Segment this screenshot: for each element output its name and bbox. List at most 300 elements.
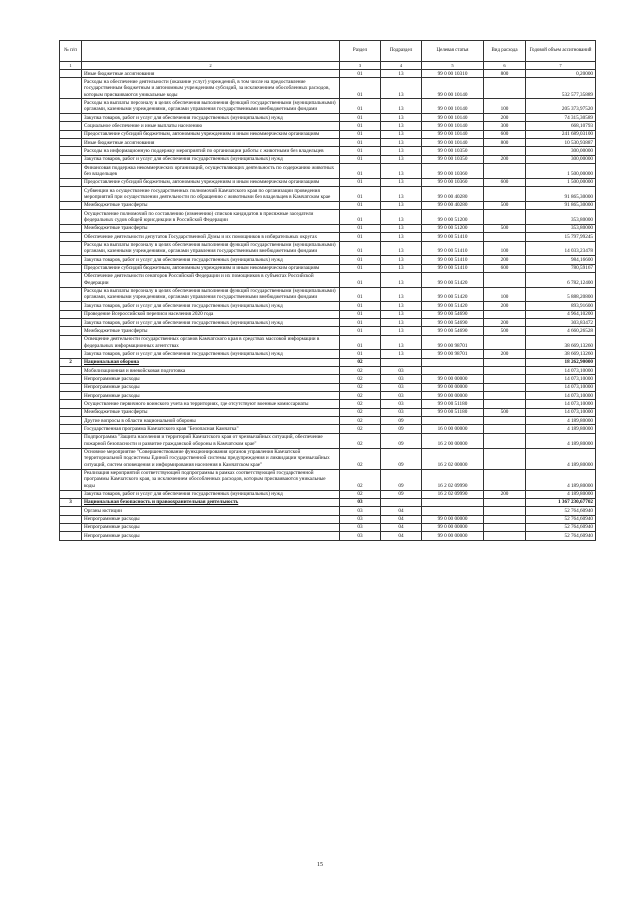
- row-name: Непрограммные расходы: [82, 523, 340, 531]
- row-expense-type: 200: [484, 114, 526, 122]
- row-amount: 74 315,30589: [526, 114, 596, 122]
- row-expense-type: [484, 164, 526, 179]
- table-row: [60, 319, 596, 327]
- row-amount: 241 689,03100: [526, 130, 596, 138]
- row-name: Субвенции на осуществление государственных полномочий Камчатского края по организации проведения мероприятий при осуществлении деятельности по обращению с животными без владельцев в Камчатском крае: [82, 187, 340, 202]
- row-razdel: 01: [340, 147, 381, 155]
- row-number: [60, 256, 82, 264]
- row-name: Национальная оборона: [82, 358, 340, 366]
- row-razdel: 02: [340, 400, 381, 408]
- row-expense-type: 200: [484, 256, 526, 264]
- row-expense-type: 500: [484, 201, 526, 209]
- row-podrazdel: 13: [381, 233, 422, 241]
- row-target-article: 16 0 00 00000: [422, 425, 484, 433]
- row-amount: 52 764,60940: [526, 532, 596, 540]
- row-number: [60, 233, 82, 241]
- row-expense-type: [484, 147, 526, 155]
- row-expense-type: [484, 400, 526, 408]
- row-target-article: 99 0 00 10360: [422, 178, 484, 186]
- table-row: [60, 241, 596, 256]
- table-row: [60, 233, 596, 241]
- row-target-article: 99 0 00 10350: [422, 155, 484, 163]
- row-expense-type: 800: [484, 139, 526, 147]
- row-name: Другие вопросы в области национальной обороны: [82, 417, 340, 425]
- table-row: [60, 178, 596, 186]
- row-number: [60, 241, 82, 256]
- row-number: [60, 350, 82, 358]
- row-expense-type: 200: [484, 155, 526, 163]
- table-row: [60, 310, 596, 318]
- row-name: Предоставление субсидий бюджетным, автономным учреждениям и иным некоммерческим организациям: [82, 264, 340, 272]
- row-amount: 780,59167: [526, 264, 596, 272]
- row-number: [60, 392, 82, 400]
- row-number: [60, 408, 82, 416]
- header-expense-type: Вид расхода: [484, 41, 526, 62]
- row-podrazdel: 13: [381, 78, 422, 99]
- row-podrazdel: 13: [381, 302, 422, 310]
- row-number: [60, 515, 82, 523]
- row-amount: 1 367 230,67702: [526, 498, 596, 506]
- row-podrazdel: 03: [381, 367, 422, 375]
- row-expense-type: [484, 375, 526, 383]
- row-target-article: [422, 417, 484, 425]
- row-expense-type: 500: [484, 224, 526, 232]
- row-amount: 1 500,00000: [526, 178, 596, 186]
- row-name: Непрограммные расходы: [82, 392, 340, 400]
- row-podrazdel: 04: [381, 507, 422, 515]
- row-razdel: 01: [340, 155, 381, 163]
- row-name: Закупка товаров, работ и услуг для обеспечения государственных (муниципальных) нужд: [82, 114, 340, 122]
- row-amount: 4 189,80000: [526, 433, 596, 448]
- row-podrazdel: 04: [381, 532, 422, 540]
- row-target-article: 99 0 00 10140: [422, 114, 484, 122]
- row-target-article: 99 0 00 10310: [422, 70, 484, 78]
- row-number: [60, 490, 82, 498]
- row-amount: 52 764,60940: [526, 507, 596, 515]
- row-target-article: 99 0 00 10140: [422, 78, 484, 99]
- row-name: Органы юстиции: [82, 507, 340, 515]
- row-amount: 10 530,93887: [526, 139, 596, 147]
- row-razdel: 01: [340, 335, 381, 350]
- row-podrazdel: 13: [381, 327, 422, 335]
- row-razdel: 01: [340, 114, 381, 122]
- row-number: [60, 310, 82, 318]
- row-expense-type: 600: [484, 178, 526, 186]
- row-razdel: 03: [340, 515, 381, 523]
- row-number: [60, 224, 82, 232]
- row-expense-type: [484, 515, 526, 523]
- table-row: [60, 122, 596, 130]
- table-row: [60, 78, 596, 99]
- row-podrazdel: 13: [381, 256, 422, 264]
- row-razdel: 01: [340, 99, 381, 114]
- row-expense-type: [484, 78, 526, 99]
- row-razdel: 02: [340, 367, 381, 375]
- row-podrazdel: 09: [381, 448, 422, 469]
- table-row: [60, 515, 596, 523]
- row-razdel: 02: [340, 417, 381, 425]
- header-target-article: Целевая статья: [422, 41, 484, 62]
- row-number: [60, 187, 82, 202]
- row-amount: 14 073,10000: [526, 400, 596, 408]
- row-target-article: 99 0 00 00000: [422, 375, 484, 383]
- row-podrazdel: 13: [381, 310, 422, 318]
- col-number: 2: [82, 62, 340, 70]
- table-row: [60, 433, 596, 448]
- row-number: [60, 99, 82, 114]
- row-name: Закупка товаров, работ и услуг для обеспечения государственных (муниципальных) нужд: [82, 302, 340, 310]
- table-row: [60, 400, 596, 408]
- table-row: [60, 350, 596, 358]
- row-name: Непрограммные расходы: [82, 515, 340, 523]
- table-row: [60, 256, 596, 264]
- row-number: [60, 70, 82, 78]
- row-name: Реализация мероприятий соответствующей подпрограммы в рамках соответствующей государственной программы Камчатского края, за исключением обособленных расходов, которым присваиваются уникальные коды: [82, 469, 340, 490]
- row-expense-type: [484, 433, 526, 448]
- row-name: Предоставление субсидий бюджетным, автономным учреждениям и иным некоммерческим организациям: [82, 130, 340, 138]
- row-name: Основное мероприятие "Совершенствование функционирования органов управления Камчатской территориальной подсистемы Единой государственной системы предупреждения и ликвидации чрезвычайных ситуаций, систем оповещения и информирования населения в Камчатском крае": [82, 448, 340, 469]
- row-amount: 38 669,13260: [526, 350, 596, 358]
- row-expense-type: 300: [484, 122, 526, 130]
- row-target-article: 16 2 02 09990: [422, 490, 484, 498]
- row-podrazdel: 13: [381, 130, 422, 138]
- row-expense-type: 500: [484, 327, 526, 335]
- row-expense-type: 600: [484, 264, 526, 272]
- row-amount: 6 782,12400: [526, 272, 596, 287]
- section-row: [60, 498, 596, 506]
- row-target-article: 99 0 00 51410: [422, 264, 484, 272]
- row-razdel: 01: [340, 201, 381, 209]
- row-razdel: 01: [340, 350, 381, 358]
- row-name: Непрограммные расходы: [82, 532, 340, 540]
- row-name: Закупка товаров, работ и услуг для обеспечения государственных (муниципальных) нужд: [82, 490, 340, 498]
- row-number: [60, 155, 82, 163]
- row-target-article: 99 0 00 54690: [422, 319, 484, 327]
- col-number: 7: [526, 62, 596, 70]
- row-number: [60, 264, 82, 272]
- row-target-article: 99 0 00 00000: [422, 515, 484, 523]
- row-razdel: 01: [340, 139, 381, 147]
- table-row: [60, 335, 596, 350]
- table-row: [60, 187, 596, 202]
- table-row: [60, 383, 596, 391]
- row-target-article: 99 0 00 51200: [422, 210, 484, 225]
- row-amount: 4 189,80000: [526, 425, 596, 433]
- row-podrazdel: 13: [381, 70, 422, 78]
- row-number: [60, 448, 82, 469]
- row-expense-type: 600: [484, 130, 526, 138]
- row-target-article: 99 0 00 54690: [422, 310, 484, 318]
- row-razdel: 01: [340, 210, 381, 225]
- row-amount: 668,10793: [526, 122, 596, 130]
- row-razdel: 01: [340, 233, 381, 241]
- row-name: Межбюджетные трансферты: [82, 201, 340, 209]
- row-expense-type: [484, 272, 526, 287]
- row-podrazdel: 09: [381, 490, 422, 498]
- table-row: [60, 417, 596, 425]
- row-podrazdel: 13: [381, 164, 422, 179]
- row-amount: 4 189,80000: [526, 448, 596, 469]
- row-target-article: 99 0 00 98701: [422, 350, 484, 358]
- row-number: [60, 287, 82, 302]
- row-podrazdel: 09: [381, 433, 422, 448]
- row-razdel: 01: [340, 78, 381, 99]
- row-podrazdel: 13: [381, 139, 422, 147]
- row-name: Расходы на выплаты персоналу в целях обеспечения выполнения функций государственными (муниципальными) органами, казенными учреждениями, органами управления государственными внебюджетными фондами: [82, 287, 340, 302]
- row-name: Мобилизационная и вневойсковая подготовка: [82, 367, 340, 375]
- row-name: Финансовая поддержка некоммерческих организаций, осуществляющих деятельность по содержанию животных без владельцев: [82, 164, 340, 179]
- row-number: [60, 272, 82, 287]
- table-row: [60, 147, 596, 155]
- row-podrazdel: 09: [381, 425, 422, 433]
- row-name: Межбюджетные трансферты: [82, 408, 340, 416]
- row-expense-type: 100: [484, 287, 526, 302]
- table-row: [60, 70, 596, 78]
- row-name: Расходы на выплаты персоналу в целях обеспечения выполнения функций государственными (муниципальными) органами, казенными учреждениями, органами управления государственными внебюджетными фондами: [82, 99, 340, 114]
- row-podrazdel: 13: [381, 99, 422, 114]
- table-row: [60, 224, 596, 232]
- row-amount: 353,80000: [526, 210, 596, 225]
- row-expense-type: [484, 358, 526, 366]
- row-amount: 0,20000: [526, 70, 596, 78]
- row-target-article: 99 0 00 10360: [422, 164, 484, 179]
- row-number: [60, 319, 82, 327]
- row-target-article: 99 0 00 00000: [422, 383, 484, 391]
- section-row: [60, 358, 596, 366]
- row-podrazdel: 13: [381, 224, 422, 232]
- row-podrazdel: 09: [381, 417, 422, 425]
- table-row: [60, 392, 596, 400]
- row-target-article: 16 2 00 00000: [422, 433, 484, 448]
- row-amount: 5 888,20800: [526, 287, 596, 302]
- table-row: [60, 327, 596, 335]
- header-razdel: Раздел: [340, 41, 381, 62]
- row-amount: 300,00000: [526, 155, 596, 163]
- row-razdel: 01: [340, 302, 381, 310]
- table-header-row: [60, 41, 596, 62]
- row-number: 2: [60, 358, 82, 366]
- row-razdel: 01: [340, 178, 381, 186]
- row-expense-type: [484, 383, 526, 391]
- row-target-article: 99 0 00 10350: [422, 147, 484, 155]
- table-row: [60, 490, 596, 498]
- table-row: [60, 408, 596, 416]
- row-podrazdel: 13: [381, 350, 422, 358]
- row-target-article: 16 2 02 09990: [422, 469, 484, 490]
- row-expense-type: [484, 425, 526, 433]
- row-expense-type: [484, 417, 526, 425]
- row-number: [60, 532, 82, 540]
- row-name: Закупка товаров, работ и услуг для обеспечения государственных (муниципальных) нужд: [82, 155, 340, 163]
- row-razdel: 01: [340, 256, 381, 264]
- row-number: [60, 507, 82, 515]
- row-number: [60, 210, 82, 225]
- row-name: Закупка товаров, работ и услуг для обеспечения государственных (муниципальных) нужд: [82, 319, 340, 327]
- row-expense-type: 200: [484, 319, 526, 327]
- row-amount: 984,16600: [526, 256, 596, 264]
- row-target-article: 99 0 00 51410: [422, 233, 484, 241]
- row-number: [60, 78, 82, 99]
- row-razdel: 01: [340, 187, 381, 202]
- row-expense-type: 500: [484, 408, 526, 416]
- row-expense-type: [484, 498, 526, 506]
- row-razdel: 02: [340, 448, 381, 469]
- row-expense-type: 800: [484, 70, 526, 78]
- row-expense-type: [484, 523, 526, 531]
- row-target-article: 99 0 00 10140: [422, 122, 484, 130]
- row-name: Освещение деятельности государственных органов Камчатского края в средствах массовой информации в федеральных информационных агентствах: [82, 335, 340, 350]
- row-amount: 353,80000: [526, 224, 596, 232]
- row-number: [60, 433, 82, 448]
- row-number: [60, 164, 82, 179]
- row-razdel: 01: [340, 241, 381, 256]
- row-target-article: 99 0 00 00000: [422, 392, 484, 400]
- row-amount: 893,91600: [526, 302, 596, 310]
- row-razdel: 03: [340, 532, 381, 540]
- row-expense-type: [484, 507, 526, 515]
- row-expense-type: 200: [484, 350, 526, 358]
- row-target-article: 99 0 00 00000: [422, 523, 484, 531]
- table-row: [60, 155, 596, 163]
- row-target-article: 99 0 00 98701: [422, 335, 484, 350]
- row-expense-type: [484, 367, 526, 375]
- row-podrazdel: 13: [381, 210, 422, 225]
- row-amount: 38 669,13260: [526, 335, 596, 350]
- row-amount: 91 865,30000: [526, 187, 596, 202]
- row-razdel: 02: [340, 383, 381, 391]
- row-podrazdel: 13: [381, 201, 422, 209]
- row-target-article: [422, 358, 484, 366]
- row-name: Обеспечение деятельности депутатов Государственной Думы и их помощников в избирательных округах: [82, 233, 340, 241]
- row-name: Межбюджетные трансферты: [82, 224, 340, 232]
- table-row: [60, 201, 596, 209]
- row-expense-type: [484, 392, 526, 400]
- table-row: [60, 367, 596, 375]
- row-target-article: 99 0 00 51420: [422, 287, 484, 302]
- table-row: [60, 523, 596, 531]
- row-target-article: 99 0 00 00000: [422, 532, 484, 540]
- row-amount: 14 073,10000: [526, 367, 596, 375]
- row-razdel: 01: [340, 327, 381, 335]
- row-razdel: 01: [340, 287, 381, 302]
- row-name: Расходы на обеспечение деятельности (оказание услуг) учреждений, в том числе на предоставление государственным бюджетным и автономным учреждениям субсидий, за исключением обособленных расходов, которым присваиваются уникальные коды: [82, 78, 340, 99]
- row-amount: 52 764,60940: [526, 515, 596, 523]
- row-number: [60, 375, 82, 383]
- row-number: [60, 469, 82, 490]
- row-podrazdel: 03: [381, 400, 422, 408]
- row-number: [60, 178, 82, 186]
- row-podrazdel: 04: [381, 515, 422, 523]
- row-expense-type: [484, 335, 526, 350]
- table-row: [60, 164, 596, 179]
- row-name: Предоставление субсидий бюджетным, автономным учреждениям и иным некоммерческим организациям: [82, 178, 340, 186]
- row-expense-type: 200: [484, 490, 526, 498]
- table-row: [60, 375, 596, 383]
- col-number: 4: [381, 62, 422, 70]
- row-podrazdel: 13: [381, 241, 422, 256]
- row-podrazdel: [381, 358, 422, 366]
- row-expense-type: [484, 532, 526, 540]
- row-name: Закупка товаров, работ и услуг для обеспечения государственных (муниципальных) нужд: [82, 256, 340, 264]
- row-name: Расходы на информационную поддержку мероприятий по организации работы с животными без владельцев: [82, 147, 340, 155]
- col-number: 6: [484, 62, 526, 70]
- row-amount: 14 033,23478: [526, 241, 596, 256]
- row-razdel: 02: [340, 408, 381, 416]
- row-name: Государственная программа Камчатского края "Безопасная Камчатка": [82, 425, 340, 433]
- column-number-row: [60, 62, 596, 70]
- row-target-article: [422, 507, 484, 515]
- row-number: [60, 523, 82, 531]
- row-podrazdel: [381, 498, 422, 506]
- row-amount: 4 660,26528: [526, 327, 596, 335]
- row-amount: 205 373,97520: [526, 99, 596, 114]
- row-target-article: 99 0 00 51420: [422, 302, 484, 310]
- row-razdel: 02: [340, 392, 381, 400]
- row-number: [60, 201, 82, 209]
- row-number: 3: [60, 498, 82, 506]
- header-amount: Годовой объем ассигнований: [526, 41, 596, 62]
- budget-table: [59, 40, 596, 541]
- row-razdel: 03: [340, 498, 381, 506]
- row-target-article: [422, 498, 484, 506]
- row-amount: 300,00000: [526, 147, 596, 155]
- row-target-article: 99 0 00 51200: [422, 224, 484, 232]
- row-razdel: 01: [340, 122, 381, 130]
- table-row: [60, 425, 596, 433]
- row-podrazdel: 13: [381, 178, 422, 186]
- row-number: [60, 335, 82, 350]
- col-number: 1: [60, 62, 82, 70]
- table-row: [60, 507, 596, 515]
- row-number: [60, 383, 82, 391]
- row-expense-type: [484, 210, 526, 225]
- row-name: Иные бюджетные ассигнования: [82, 70, 340, 78]
- row-target-article: 99 0 00 10140: [422, 130, 484, 138]
- row-podrazdel: 13: [381, 272, 422, 287]
- row-expense-type: [484, 233, 526, 241]
- row-target-article: 99 0 00 10140: [422, 139, 484, 147]
- row-podrazdel: 04: [381, 523, 422, 531]
- row-razdel: 01: [340, 272, 381, 287]
- row-razdel: 03: [340, 523, 381, 531]
- row-amount: 303,83472: [526, 319, 596, 327]
- row-amount: 1 500,00000: [526, 164, 596, 179]
- row-podrazdel: 13: [381, 335, 422, 350]
- row-target-article: 99 0 00 40280: [422, 187, 484, 202]
- row-name: Осуществление полномочий по составлению (изменению) списков кандидатов в присяжные заседатели федеральных судов общей юрисдикции в Российской Федерации: [82, 210, 340, 225]
- row-podrazdel: 13: [381, 187, 422, 202]
- row-target-article: 99 0 00 51410: [422, 256, 484, 264]
- row-podrazdel: 13: [381, 287, 422, 302]
- row-podrazdel: 03: [381, 383, 422, 391]
- row-name: Национальная безопасность и правоохранительная деятельность: [82, 498, 340, 506]
- row-razdel: 01: [340, 164, 381, 179]
- row-razdel: 02: [340, 469, 381, 490]
- row-amount: 15 797,99245: [526, 233, 596, 241]
- row-podrazdel: 13: [381, 264, 422, 272]
- row-razdel: 02: [340, 425, 381, 433]
- row-amount: 4 189,80000: [526, 469, 596, 490]
- row-name: Социальное обеспечение и иные выплаты населению: [82, 122, 340, 130]
- row-name: Непрограммные расходы: [82, 375, 340, 383]
- row-amount: 14 073,10000: [526, 375, 596, 383]
- row-expense-type: [484, 310, 526, 318]
- row-razdel: 01: [340, 310, 381, 318]
- table-row: [60, 114, 596, 122]
- row-expense-type: 100: [484, 241, 526, 256]
- row-expense-type: 200: [484, 302, 526, 310]
- table-row: [60, 130, 596, 138]
